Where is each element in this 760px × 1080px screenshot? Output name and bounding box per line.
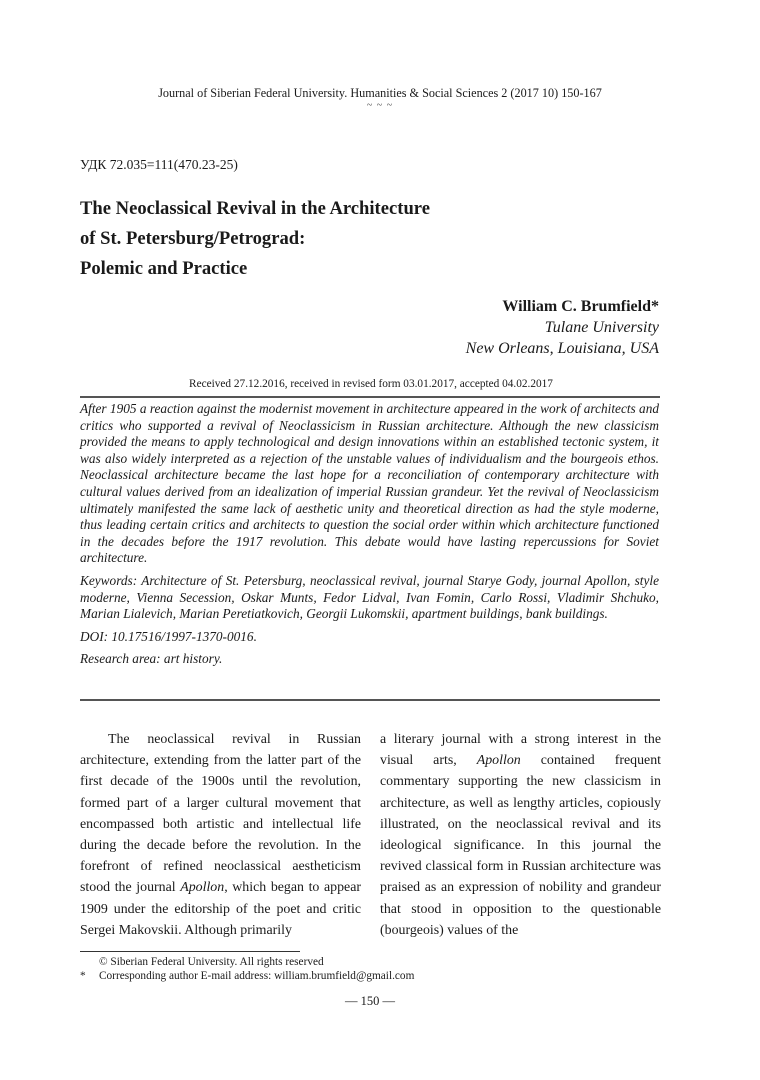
body-text: , which began to appear 1909 under the editorship of the poet and critic Sergei Makovskii. Although primarily	[80, 880, 361, 938]
body-text: a literary journal with a strong interest in the visual arts,	[380, 732, 661, 769]
research-area: Research area: art history.	[80, 651, 223, 667]
body-column-1	[80, 729, 361, 941]
asterisk-mark: *	[80, 970, 86, 982]
keywords: Keywords: Architecture of St. Petersburg, neoclassical revival, journal Starye Gody, journal Apollon, style moderne, Vienna Secession, Oskar Munts, Fedor Lidval, Ivan Fomin, Carlo Rossi, Vladimir Shchuko, Marian Lialevich, Marian Peretiatkovich, Georgii Lukomskii, apartment buildings, bank buildings.	[80, 572, 659, 622]
abstract-text: After 1905 a reaction against the modernist movement in architecture appeared in the work of architects and critics who supported a revival of Neoclassicism in Russian architecture. Although the new classicism provided the means to apply technological and design innovations within an established tectonic system, it was also widely interpreted as a rejection of the unstable values of individualism and the bourgeois ethos. Neoclassical architecture became the last hope for a reconciliation of contemporary architecture with cultural values derived from an idealization of imperial Russian grandeur. Yet the revival of Neoclassicism ultimately manifested the same lack of aesthetic unity and theoretical direction as had the style moderne, thus leading certain critics and architects to question the social order within which architecture functioned in the decades before the 1917 revolution. This debate would have lasting repercussions for Soviet architecture.	[80, 401, 659, 566]
article-title	[80, 194, 430, 284]
author-name: William C. Brumfield*	[502, 298, 659, 315]
title-line-2: of St. Petersburg/Petrograd:	[80, 228, 306, 249]
received-dates: Received 27.12.2016, received in revised form 03.01.2017, accepted 04.02.2017	[189, 378, 553, 390]
author-block	[466, 296, 659, 359]
body-text: contained frequent commentary supporting the new classicism in architecture, as well as lengthy articles, copiously illustrated, on the neoclassical revival and its ideological significance. In this journal the revived classical form in Russian architecture was praised as an expression of nobility and grandeur that stood in opposition to the questionable (bourgeois) values of the	[380, 753, 661, 938]
page-number: — 150 —	[345, 994, 395, 1008]
body-paragraph	[380, 729, 661, 941]
running-head: Journal of Siberian Federal University. Humanities & Social Sciences 2 (2017 10) 150-167	[158, 86, 602, 100]
doi: DOI: 10.17516/1997-1370-0016.	[80, 628, 257, 644]
journal-name: Apollon	[180, 880, 225, 896]
title-line-3: Polemic and Practice	[80, 258, 248, 279]
footnote-corresponding-author: * Corresponding author E-mail address: william.brumfield@gmail.com	[80, 970, 415, 982]
footnote-copyright: © Siberian Federal University. All rights reserved	[99, 956, 324, 968]
footnotes	[80, 955, 414, 983]
journal-name: Apollon	[476, 753, 521, 769]
body-column-2	[380, 729, 661, 941]
abstract-top-rule	[80, 396, 660, 398]
footnote-rule	[80, 951, 300, 952]
body-text: The neoclassical revival in Russian architecture, extending from the latter part of the first decade of the 1900s until the revolution, formed part of a larger cultural movement that encompassed both artistic and intellectual life during the decade before the revolution. In the forefront of refined neoclassical aestheticism stood the journal	[80, 732, 361, 896]
author-location: New Orleans, Louisiana, USA	[465, 340, 659, 357]
author-affiliation: Tulane University	[544, 319, 659, 336]
body-paragraph	[80, 729, 361, 941]
header-separator: ~ ~ ~	[366, 100, 394, 111]
udk-code: УДК 72.035=111(470.23-25)	[80, 157, 238, 172]
abstract-block	[80, 401, 659, 674]
title-line-1: The Neoclassical Revival in the Architecture	[80, 198, 430, 219]
abstract-bottom-rule	[80, 699, 660, 701]
